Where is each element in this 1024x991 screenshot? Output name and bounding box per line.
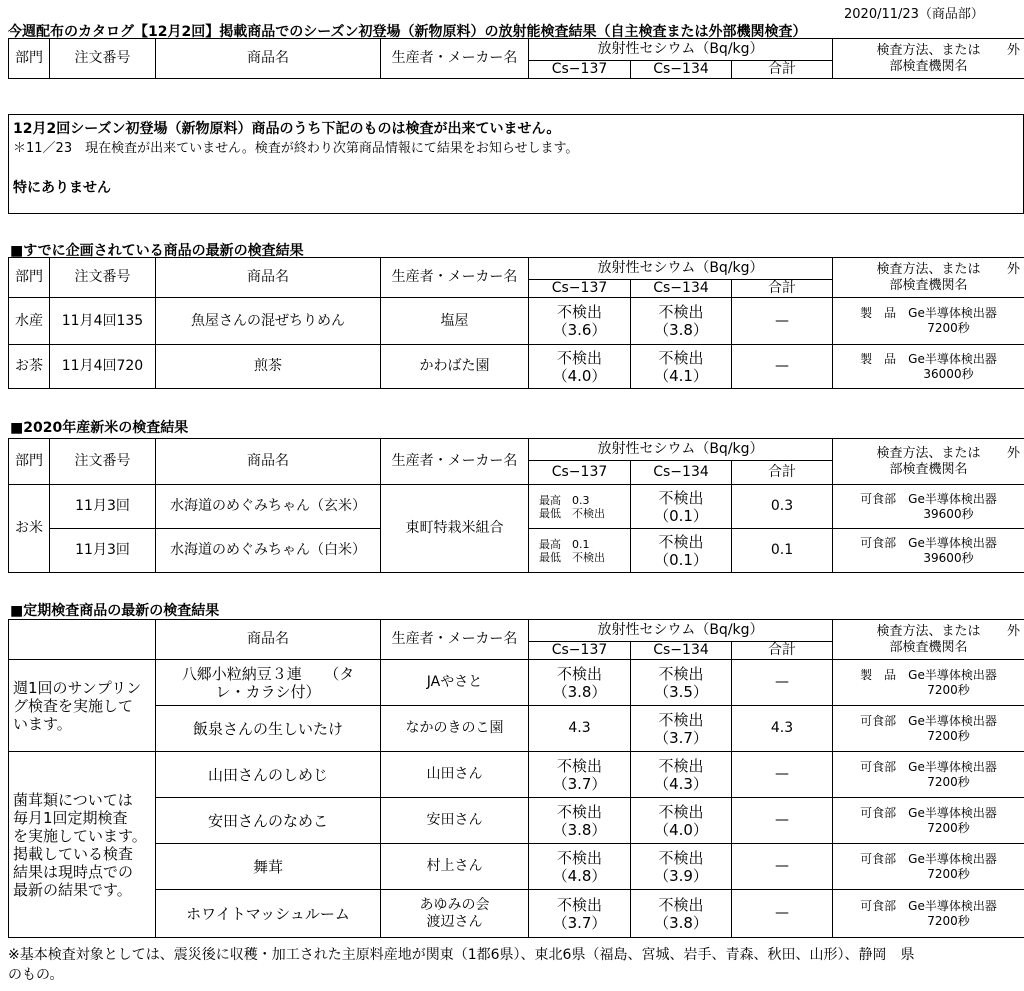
col-product: 商品名: [156, 620, 381, 660]
footnote-line2: のもの。: [8, 967, 64, 983]
table-row: ホワイトマッシュルーム あゆみの会 渡辺さん 不検出 （3.7） 不検出 （3.8） — 可食部 Ge半導体検出器 7200秒: [9, 890, 1024, 938]
col-dept: 部門: [9, 439, 50, 485]
header-table-top: [8, 38, 1024, 79]
group1-note: 週1回のサンプリン グ検査を実施して います。: [9, 660, 156, 752]
col-total: 合計: [732, 461, 833, 485]
col-dept: 部門: [9, 39, 50, 79]
section2-title: ■2020年産新米の検査結果: [10, 420, 189, 436]
section2-table: [8, 438, 1024, 573]
col-maker: 生産者・メーカー名: [381, 620, 529, 660]
col-product: 商品名: [156, 439, 381, 485]
section1-title: ■すでに企画されている商品の最新の検査結果: [10, 243, 304, 259]
col-cesium: 放射性セシウム（Bq/kg）: [529, 439, 833, 461]
notice-line2: ＊11／23 現在検査が出来ていません。検査が終わり次第商品情報にて結果をお知らせします。: [13, 141, 579, 156]
table-row: 飯泉さんの生しいたけ なかのきのこ園 4.3 不検出 （3.7） 4.3 可食部 Ge半導体検出器 7200秒: [9, 706, 1024, 752]
notice-line1: 12月2回シーズン初登場（新物原料）商品のうち下記のものは検査が出来ていません。: [13, 121, 561, 137]
col-method: 検査方法、または 外 部検査機関名: [833, 39, 1024, 79]
dept-rice: お米: [9, 485, 50, 573]
col-cs134: Cs−134: [631, 280, 732, 298]
section1-table: [8, 257, 1024, 389]
col-order: 注文番号: [50, 39, 156, 79]
section3-table: [8, 619, 1024, 938]
col-total: 合計: [732, 61, 833, 79]
col-cs137: Cs−137: [529, 280, 631, 298]
col-cs137: Cs−137: [529, 61, 631, 79]
col-method: 検査方法、または 外 部検査機関名: [833, 620, 1024, 660]
col-cs137: Cs−137: [529, 642, 631, 660]
col-cs134: Cs−134: [631, 461, 732, 485]
col-cesium: 放射性セシウム（Bq/kg）: [529, 39, 833, 61]
col-cs137: Cs−137: [529, 461, 631, 485]
col-order: 注文番号: [50, 439, 156, 485]
col-maker: 生産者・メーカー名: [381, 439, 529, 485]
maker-rice: 東町特栽米組合: [381, 485, 529, 573]
col-product: 商品名: [156, 258, 381, 298]
col-total: 合計: [732, 280, 833, 298]
table-row: 水産 11月4回135 魚屋さんの混ぜちりめん 塩屋 不検出 （3.6） 不検出 （3.8） — 製 品 Ge半導体検出器 7200秒: [9, 298, 1024, 345]
table-row: お米 11月3回 水海道のめぐみちゃん（玄米） 東町特栽米組合 最高 0.3 最低 不検出 不検出 （0.1） 0.3 可食部 Ge半導体検出器 39600秒: [9, 485, 1024, 529]
col-total: 合計: [732, 642, 833, 660]
section3-title: ■定期検査商品の最新の検査結果: [10, 603, 220, 619]
table-row: 週1回のサンプリン グ検査を実施して います。 八郷小粒納豆３連 （タ レ・カラシ付） JAやさと 不検出 （3.8） 不検出 （3.5） — 製 品 Ge半導体検出器 7200秒: [9, 660, 1024, 706]
col-dept: 部門: [9, 258, 50, 298]
table-row: 11月3回 水海道のめぐみちゃん（白米） 最高 0.1 最低 不検出 不検出 （0.1） 0.1 可食部 Ge半導体検出器 39600秒: [9, 529, 1024, 573]
table-row: お茶 11月4回720 煎茶 かわばた園 不検出 （4.0） 不検出 （4.1） — 製 品 Ge半導体検出器 36000秒: [9, 345, 1024, 389]
col-product: 商品名: [156, 39, 381, 79]
notice-line3: 特にありません: [13, 180, 111, 196]
col-cesium: 放射性セシウム（Bq/kg）: [529, 258, 833, 280]
col-maker: 生産者・メーカー名: [381, 258, 529, 298]
table-row: 舞茸 村上さん 不検出 （4.8） 不検出 （3.9） — 可食部 Ge半導体検出器 7200秒: [9, 844, 1024, 890]
footnote-line1: ※基本検査対象としては、震災後に収穫・加工された主原料産地が関東（1都6県）、東北6県（福島、宮城、岩手、青森、秋田、山形）、静岡 県: [8, 947, 915, 963]
col-cesium: 放射性セシウム（Bq/kg）: [529, 620, 833, 642]
report-date: 2020/11/23（商品部）: [844, 7, 984, 22]
table-row: 安田さんのなめこ 安田さん 不検出 （3.8） 不検出 （4.0） — 可食部 Ge半導体検出器 7200秒: [9, 798, 1024, 844]
col-maker: 生産者・メーカー名: [381, 39, 529, 79]
group2-note: 菌茸類については 毎月1回定期検査 を実施しています。 掲載している検査 結果は現時点での 最新の結果です。: [9, 752, 156, 938]
col-method: 検査方法、または 外 部検査機関名: [833, 439, 1024, 485]
col-cs134: Cs−134: [631, 642, 732, 660]
col-order: 注文番号: [50, 258, 156, 298]
table-row: 菌茸類については 毎月1回定期検査 を実施しています。 掲載している検査 結果は現時点での 最新の結果です。 山田さんのしめじ 山田さん 不検出 （3.7） 不検出 （4.3） — 可食部 Ge半導体検出器 7200秒: [9, 752, 1024, 798]
col-cs134: Cs−134: [631, 61, 732, 79]
col-method: 検査方法、または 外 部検査機関名: [833, 258, 1024, 298]
page-title: 今週配布のカタログ【12月2回】掲載商品でのシーズン初登場（新物原料）の放射能検査結果（自主検査または外部機関検査）: [8, 24, 807, 40]
notice-box: [8, 114, 1024, 214]
